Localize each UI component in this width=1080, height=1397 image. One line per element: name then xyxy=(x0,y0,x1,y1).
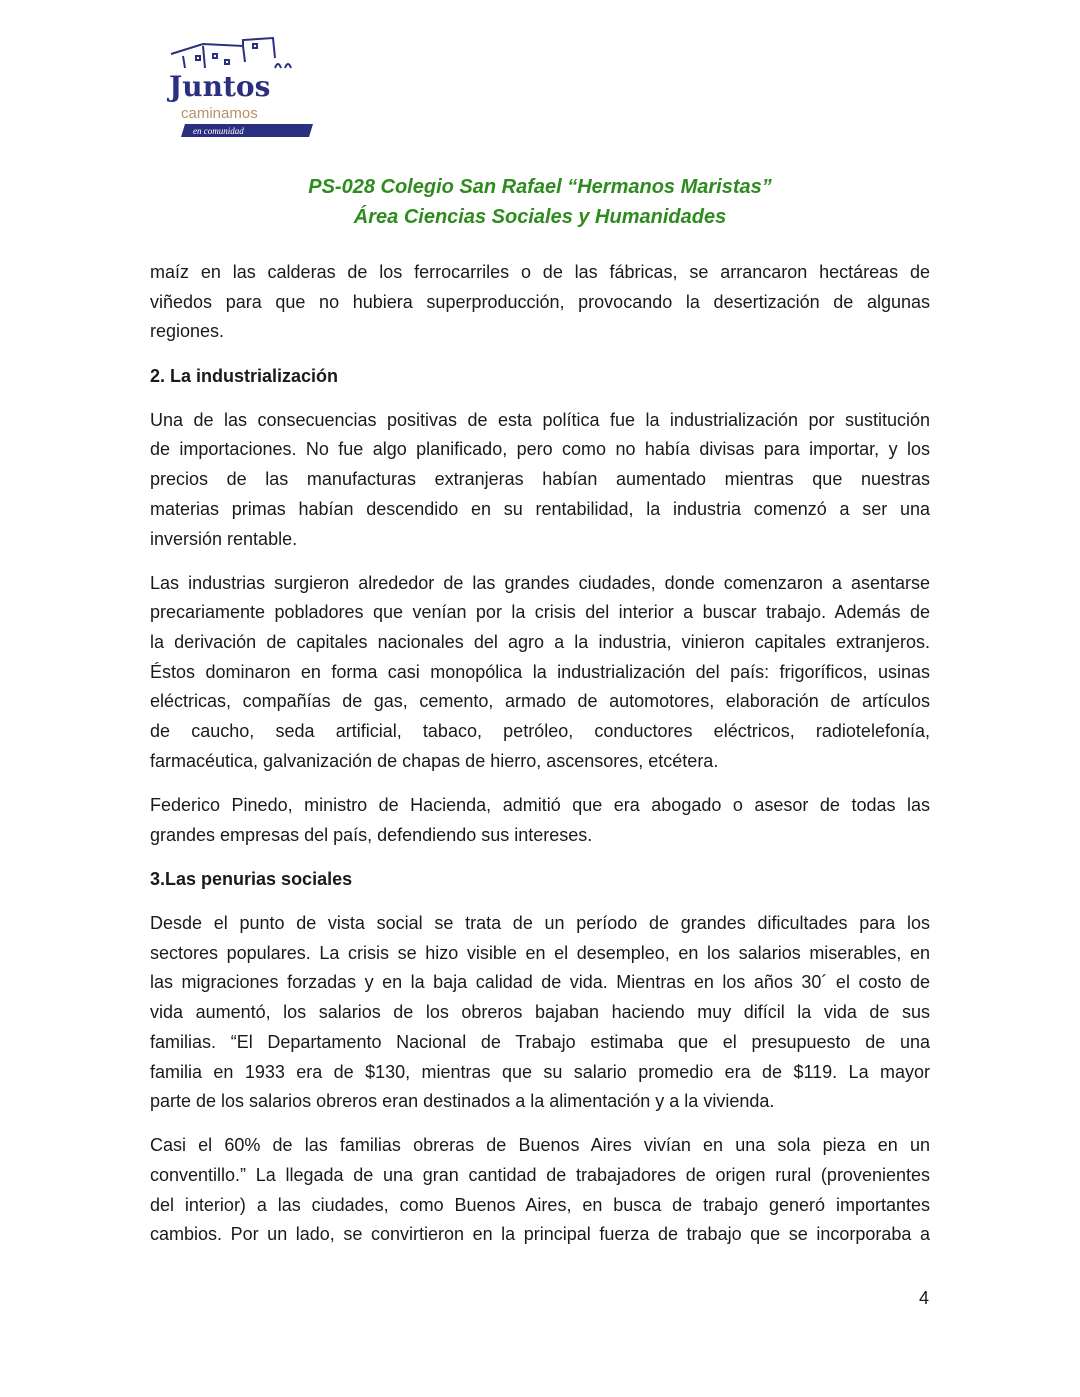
text-line: Federico Pinedo, ministro de Hacienda, admitió que era abogado o asesor de todas las xyxy=(150,795,930,815)
logo-word-juntos: Juntos xyxy=(169,70,271,103)
text-line: farmacéutica, galvanización de chapas de hierro, ascensores, etcétera. xyxy=(150,750,719,771)
document-body xyxy=(150,258,930,1265)
text-line: materias primas habían descendido en su rentabilidad, la industria comenzó a ser una xyxy=(150,498,930,519)
text-line: familias. “El Departamento Nacional de Trabajo estimaba que el presupuesto de una xyxy=(150,1031,930,1052)
text-line: cambios. Por un lado, se convirtieron en la principal fuerza de trabajo que se incorporaba a xyxy=(150,1224,930,1245)
area-title: Área Ciencias Sociales y Humanidades xyxy=(353,206,727,228)
text-line: inversión rentable. xyxy=(150,528,298,549)
text-line: grandes empresas del país, defendiendo sus intereses. xyxy=(150,824,593,845)
text-line: maíz en las calderas de los ferrocarriles o de las fábricas, se arrancaron hectáreas de xyxy=(150,262,930,282)
text-line: Desde el punto de vista social se trata de un período de grandes dificultades para los xyxy=(150,913,930,934)
paragraph xyxy=(150,791,930,850)
page-number: 4 xyxy=(918,1288,929,1308)
text-line: del interior) a las ciudades, como Buenos Aires, en busca de trabajo generó importantes xyxy=(150,1194,930,1215)
text-line: conventillo.” La llegada de una gran cantidad de trabajadores de origen rural (provenientes xyxy=(150,1165,930,1186)
buildings-icon xyxy=(171,38,291,68)
text-line: de caucho, seda artificial, tabaco, petróleo, conductores eléctricos, radiotelefonía, xyxy=(150,721,930,742)
text-line: las migraciones forzadas y en la baja calidad de vida. Mientras en los años 30´ el costo de xyxy=(150,972,930,993)
logo-word-caminamos: caminamos xyxy=(181,105,258,122)
text-line: precariamente pobladores que venían por la crisis del interior a buscar trabajo. Además de xyxy=(150,602,930,623)
text-line: Éstos dominaron en forma casi monopólica la industrialización del país: frigoríficos, usinas xyxy=(150,661,930,682)
text-line: vida aumentó, los salarios de los obreros bajaban haciendo muy difícil la vida de sus xyxy=(150,1002,930,1023)
section-heading: 2. La industrialización xyxy=(150,365,339,386)
school-title: PS-028 Colegio San Rafael “Hermanos Maristas” xyxy=(308,176,772,198)
text-line: Las industrias surgieron alrededor de las grandes ciudades, donde comenzaron a asentarse xyxy=(150,572,930,593)
text-line: viñedos para que no hubiera superproducción, provocando la desertización de algunas xyxy=(150,291,930,312)
text-line: Una de las consecuencias positivas de esta política fue la industrialización por sustitución xyxy=(150,409,930,430)
paragraph xyxy=(150,569,930,777)
text-line: familia en 1933 era de $130, mientras que su salario promedio era de $119. La mayor xyxy=(150,1061,930,1082)
text-line: regiones. xyxy=(150,321,225,342)
logo-word-comunidad: en comunidad xyxy=(193,126,244,136)
text-line: precios de las manufacturas extranjeras habían aumentado mientras que nuestras xyxy=(150,469,930,490)
paragraph xyxy=(150,258,930,347)
text-line: sectores populares. La crisis se hizo visible en el desempleo, en los salarios miserables, en xyxy=(150,942,930,963)
text-line: eléctricas, compañías de gas, cemento, armado de automotores, elaboración de artículos xyxy=(150,691,930,712)
paragraph xyxy=(150,406,930,554)
juntos-caminamos-logo xyxy=(163,36,323,146)
text-line: Casi el 60% de las familias obreras de Buenos Aires vivían en una sola pieza en un xyxy=(150,1135,930,1156)
paragraph xyxy=(150,1131,930,1250)
text-line: parte de los salarios obreros eran destinados a la alimentación y a la vivienda. xyxy=(150,1091,775,1112)
paragraph xyxy=(150,909,930,1117)
section-heading: 3.Las penurias sociales xyxy=(150,868,353,889)
text-line: de importaciones. No fue algo planificado, pero como no había divisas para importar, y los xyxy=(150,439,930,460)
text-line: la derivación de capitales nacionales del agro a la industria, vinieron capitales extranjeros. xyxy=(150,632,930,653)
